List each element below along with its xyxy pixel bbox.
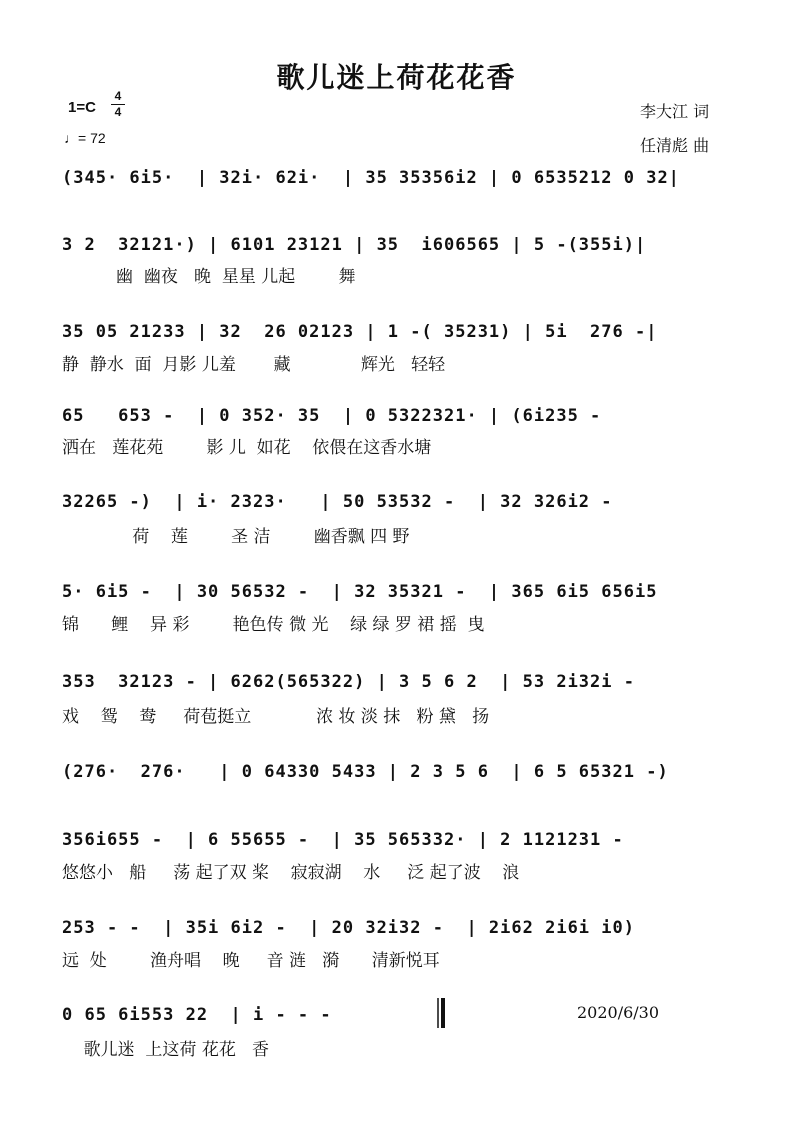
notation-line-3: 35 05 21233 | 32 26 02123 | 1 -( 35231) | 5i 276 -| — [62, 322, 658, 342]
lyrics-line-2: 幽 幽夜 晚 星星 儿起 舞 — [62, 267, 356, 287]
meter-bottom: 4 — [114, 105, 122, 119]
notation-line-8: (276· 276· | 0 64330 5433 | 2 3 5 6 | 6 5 65321 -) — [62, 762, 669, 782]
quarter-note-icon: ♩ — [64, 130, 78, 146]
lyrics-line-7: 戏 鸳 鸯 荷苞挺立 浓 妆 淡 抹 粉 黛 扬 — [62, 707, 490, 727]
notation-line-1: (345· 6i5· | 32i· 62i· | 35 35356i2 | 0 6535212 0 32| — [62, 168, 680, 188]
lyrics-line-4: 洒在 莲花苑 影 儿 如花 依偎在这香水塘 — [62, 438, 432, 458]
key-signature: 1=C — [68, 99, 96, 116]
composer-credit: 任清彪 曲 — [640, 136, 710, 155]
lyrics-line-5: 荷 莲 圣 洁 幽香飘 四 野 — [62, 527, 410, 547]
notation-line-6: 5· 6i5 - | 30 56532 - | 32 35321 - | 365 6i5 656i5 — [62, 582, 658, 602]
lyricist-credit: 李大江 词 — [640, 102, 710, 121]
lyrics-line-11: 歌儿迷 上这荷 花花 香 — [62, 1040, 270, 1060]
notation-line-4: 65 653 - | 0 352· 35 | 0 5322321· | (6i235 - — [62, 406, 602, 426]
notation-line-9: 356i655 - | 6 55655 - | 35 565332· | 2 1121231 - — [62, 830, 624, 850]
lyrics-line-3: 静 静水 面 月影 儿羞 藏 辉光 轻轻 — [62, 355, 446, 375]
lyrics-line-6: 锦 鲤 异 彩 艳色传 微 光 绿 绿 罗 裙 摇 曳 — [62, 615, 485, 635]
lyrics-line-9: 悠悠小 船 荡 起了双 桨 寂寂湖 水 泛 起了波 浪 — [62, 863, 520, 883]
notation-line-2: 3 2 32121·) | 6101 23121 | 35 i606565 | 5 -(355i)| — [62, 235, 647, 255]
notation-line-10: 253 - - | 35i 6i2 - | 20 32i32 - | 2i62 2i6i i0) — [62, 918, 635, 938]
notation-line-5: 32265 -) | i· 2323· | 50 53532 - | 32 326i2 - — [62, 492, 613, 512]
notation-line-11: 0 65 6i553 22 | i - - - — [62, 1005, 332, 1025]
date-stamp: 2020/6/30 — [577, 1003, 660, 1022]
meter-top: 4 — [114, 89, 122, 103]
notation-line-7: 353 32123 - | 6262(565322) | 3 5 6 2 | 53 2i32i - — [62, 672, 635, 692]
tempo-value: = 72 — [78, 130, 106, 146]
song-title: 歌儿迷上荷花花香 — [276, 61, 517, 94]
lyrics-line-10: 远 处 渔舟唱 晚 音 涟 漪 清新悦耳 — [62, 951, 440, 971]
